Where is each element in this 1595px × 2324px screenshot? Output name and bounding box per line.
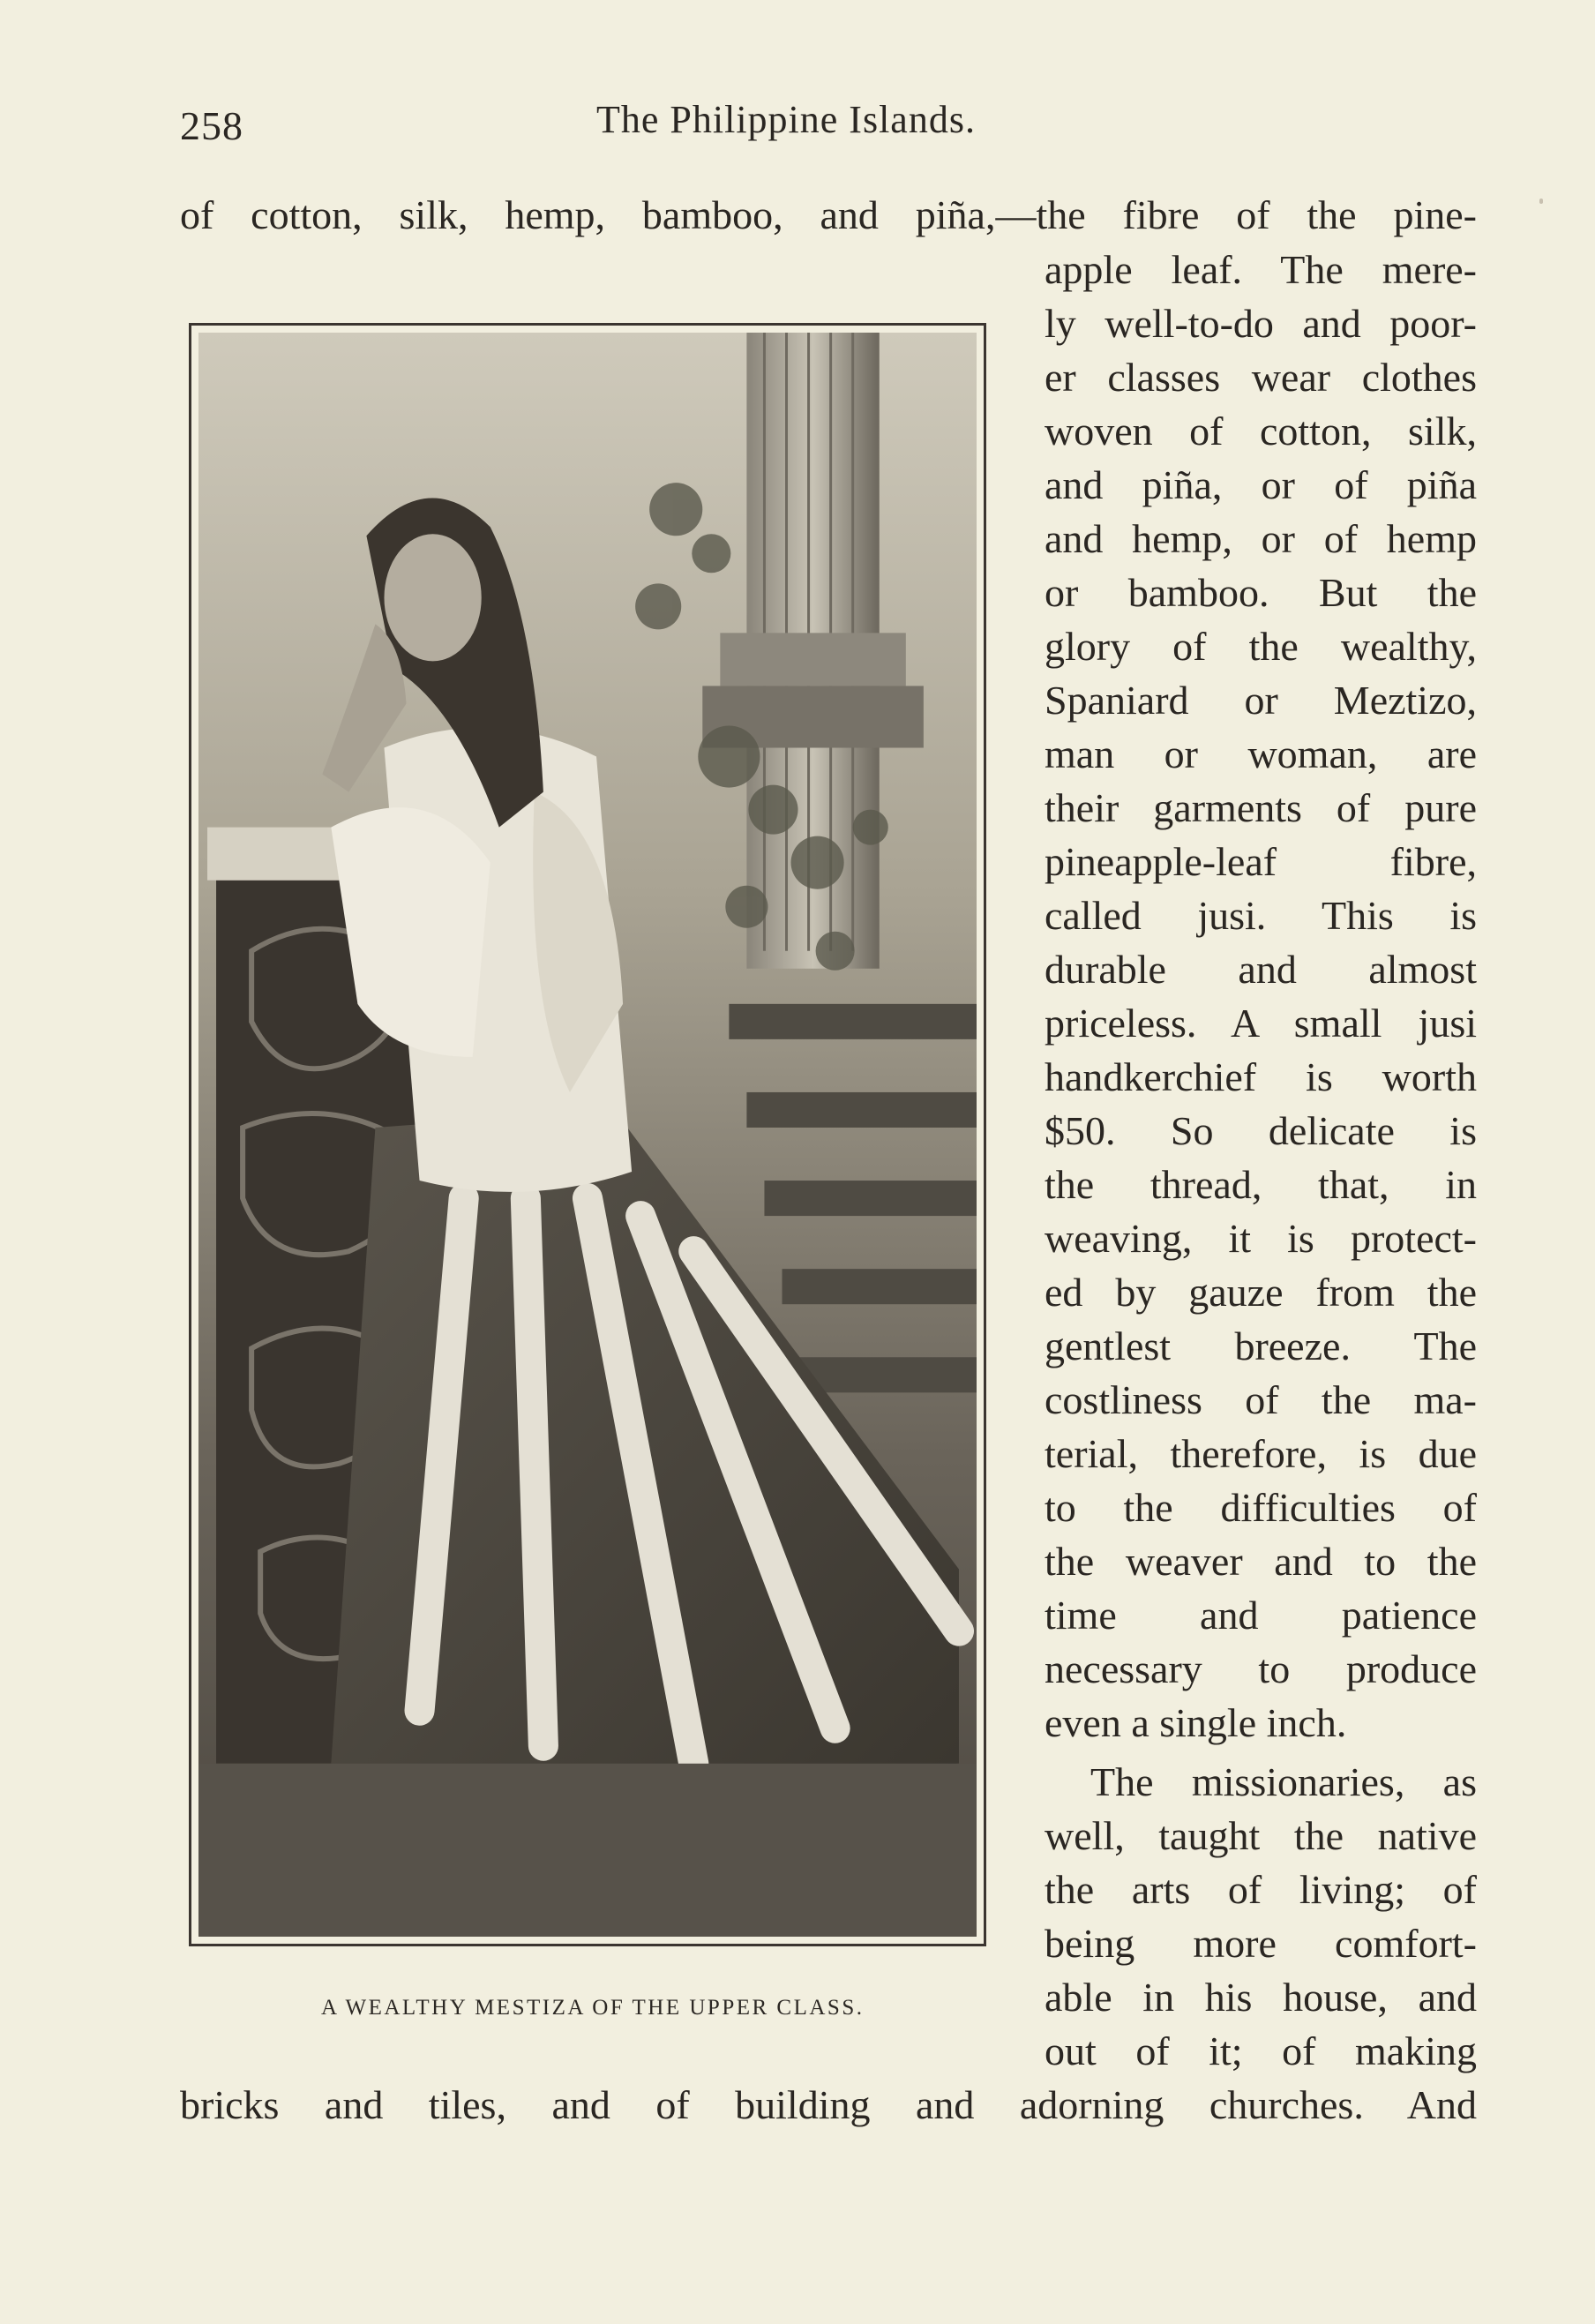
text-line: durable and almost — [1045, 947, 1477, 992]
text-line: $50. So delicate is — [1045, 1108, 1477, 1153]
text-line: well, taught the native — [1045, 1813, 1477, 1858]
text-line: able in his house, and — [1045, 1975, 1477, 2020]
text-line: pineapple-leaf fibre, — [1045, 839, 1477, 884]
text-line: being more comfort- — [1045, 1921, 1477, 1966]
text-line: of cotton, silk, hemp, bamboo, and piña,—the fibre of the pine- — [180, 192, 1477, 237]
text-line: Spaniard or Meztizo, — [1045, 678, 1477, 723]
text-line: their garments of pure — [1045, 785, 1477, 830]
text-line: priceless. A small jusi — [1045, 1001, 1477, 1046]
text-line: the thread, that, in — [1045, 1162, 1477, 1207]
text-line: and hemp, or of hemp — [1045, 516, 1477, 561]
text-line: ly well-to-do and poor- — [1045, 301, 1477, 346]
paper-speck — [1539, 199, 1543, 204]
text-line: ed by gauze from the — [1045, 1270, 1477, 1315]
text-line: gentlest breeze. The — [1045, 1323, 1477, 1368]
text-line: costliness of the ma- — [1045, 1377, 1477, 1422]
text-line: or bamboo. But the — [1045, 570, 1477, 615]
text-line: terial, therefore, is due — [1045, 1431, 1477, 1476]
photograph — [198, 333, 977, 1937]
text-line: the weaver and to the — [1045, 1539, 1477, 1584]
text-line: man or woman, are — [1045, 731, 1477, 776]
text-line: and piña, or of piña — [1045, 462, 1477, 507]
text-line: handkerchief is worth — [1045, 1054, 1477, 1099]
photograph-plate — [189, 323, 986, 1946]
text-line: even a single inch. — [1045, 1700, 1347, 1745]
text-line: to the difficulties of — [1045, 1485, 1477, 1530]
text-line: time and patience — [1045, 1593, 1477, 1638]
text-line: called jusi. This is — [1045, 893, 1477, 938]
text-line: woven of cotton, silk, — [1045, 409, 1477, 454]
text-line: out of it; of making — [1045, 2028, 1477, 2073]
text-line: er classes wear clothes — [1045, 355, 1477, 400]
figure-caption: A WEALTHY MESTIZA OF THE UPPER CLASS. — [321, 1996, 865, 2020]
page-number: 258 — [180, 103, 243, 148]
running-title: The Philippine Islands. — [596, 98, 976, 141]
text-line: weaving, it is protect- — [1045, 1216, 1477, 1261]
text-line: bricks and tiles, and of building and adorning churches. And — [180, 2082, 1477, 2127]
text-line: glory of the wealthy, — [1045, 624, 1477, 669]
text-line: necessary to produce — [1045, 1646, 1477, 1691]
text-line: apple leaf. The mere- — [1045, 247, 1477, 292]
text-line: The missionaries, as — [1090, 1759, 1477, 1804]
text-line: the arts of living; of — [1045, 1867, 1477, 1912]
